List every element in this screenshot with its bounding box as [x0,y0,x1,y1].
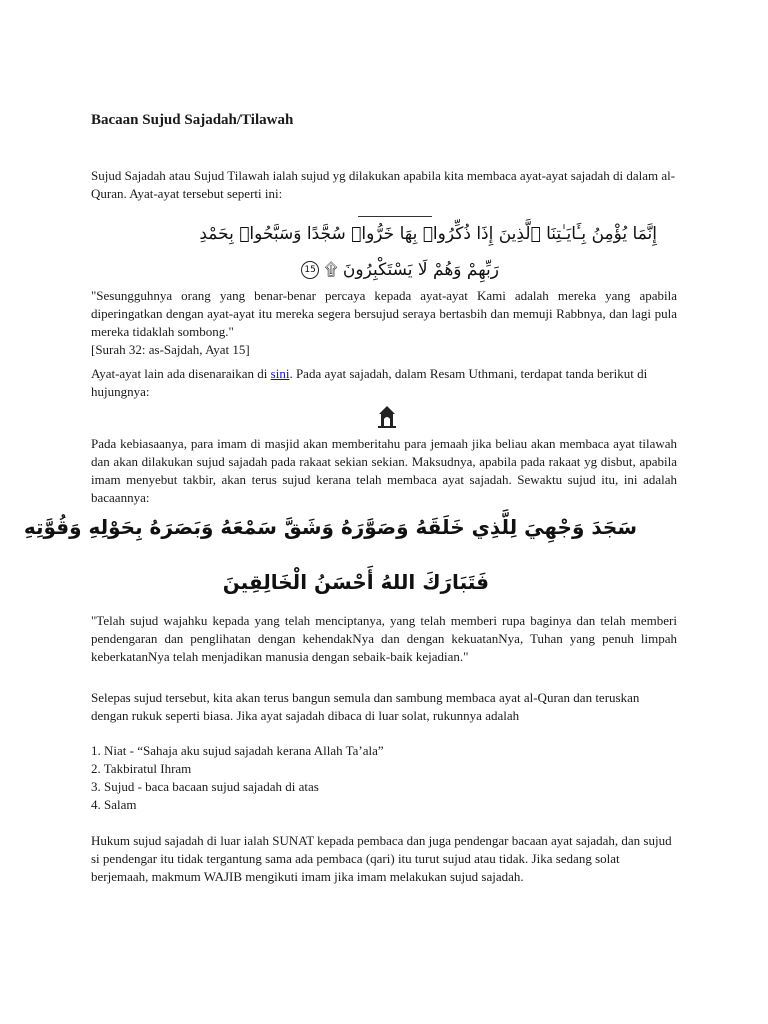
step-item: 1. Niat - “Sahaja aku sujud sajadah kerana Allah Ta’ala” [91,743,384,758]
dua-translation: "Telah sujud wajahku kepada yang telah menciptanya, yang telah memberi rupa baginya dan telah memberi pendengaran dan penglihatan dengan kehendakNya dan dengan kekuatanNya, Tuhan yang penuh limpah keberkatanNya telah menjadikan manusia dengan sebaik-baik kejadian." [91,613,677,664]
other-verses-link[interactable]: sini [270,366,290,381]
step-item: 4. Salam [91,797,137,812]
imam-paragraph: Pada kebiasaanya, para imam di masjid akan memberitahu para jemaah jika beliau akan membaca ayat tilawah dan akan dilakukan sujud sajadah pada rakaat sekian sekian. Maksudnya, apabila pada rakaat yg disbut, apabila imam menyebut takbir, akan terus sujud kerana telah membaca ayat sajadah. Sewaktu sujud itu, ini adalah bacaannya: [91,436,677,505]
sajdah-mark-icon [376,405,398,429]
dua-arabic-line-2: فَتَبَارَكَ اللهُ أَحْسَنُ الْخَالِقِينَ [222,570,489,594]
verse-reference: [Surah 32: as-Sajdah, Ayat 15] [91,342,250,357]
other-verses-after: . Pada ayat sajadah, dalam Resam Uthmani, terdapat tanda berikut di hujungnya: [91,366,648,399]
verse-arabic-line-2 [297,260,499,280]
intro-paragraph: Sujud Sajadah atau Sujud Tilawah ialah sujud yg dilakukan apabila kita membaca ayat-ayat sajadah di dalam al-Quran. Ayat-ayat tersebut seperti ini: [91,168,676,201]
verse-translation: "Sesungguhnya orang yang benar-benar percaya kepada ayat-ayat Kami adalah mereka yang apabila diperingatkan dengan ayat-ayat itu mereka segera bersujud seraya bertasbih dan memuji Rabbnya, dan lagi pula mereka tidaklah sombong." [91,288,677,339]
verse-arabic-line-2-text: رَبِّهِمْ وَهُمْ لَا يَسْتَكْبِرُونَ ۩ [324,260,499,280]
after-paragraph: Selepas sujud tersebut, kita akan terus bangun semula dan sambung membaca ayat al-Quran dan teruskan dengan rukuk seperti biasa. Jika ayat sajadah dibaca di luar solat, rukunnya adalah [91,690,640,723]
verse-overline [358,216,432,217]
verse-number-mark: 15 [301,261,319,279]
verse-arabic-line-1: إِنَّمَا يُؤْمِنُ بِـَٔايَـٰتِنَا ٱلَّذِينَ إِذَا ذُكِّرُوا۟ بِهَا خَرُّوا۟ سُجَّدًا وَسَبَّحُوا۟ بِحَمْدِ [199,224,657,244]
hukum-paragraph: Hukum sujud sajadah di luar ialah SUNAT kepada pembaca dan juga pendengar bacaan ayat sajadah, dan sujud si pendengar itu tidak tergantung sama ada pembaca (qari) itu turut sujud atau tidak. Jika sedang solat berjemaah, makmum WAJIB mengikuti imam jika imam melakukan sujud sajadah. [91,833,672,884]
step-item: 3. Sujud - baca bacaan sujud sajadah di atas [91,779,319,794]
page-title: Bacaan Sujud Sajadah/Tilawah [91,112,294,128]
step-item: 2. Takbiratul Ihram [91,761,192,776]
other-verses-paragraph [91,365,677,401]
dua-arabic-line-1: سَجَدَ وَجْهِيَ لِلَّذِي خَلَقَهُ وَصَوَّرَهُ وَشَقَّ سَمْعَهُ وَبَصَرَهُ بِحَوْلِهِ وَقُوَّتِهِ [23,515,637,539]
other-verses-before: Ayat-ayat lain ada disenaraikan di [91,366,271,381]
